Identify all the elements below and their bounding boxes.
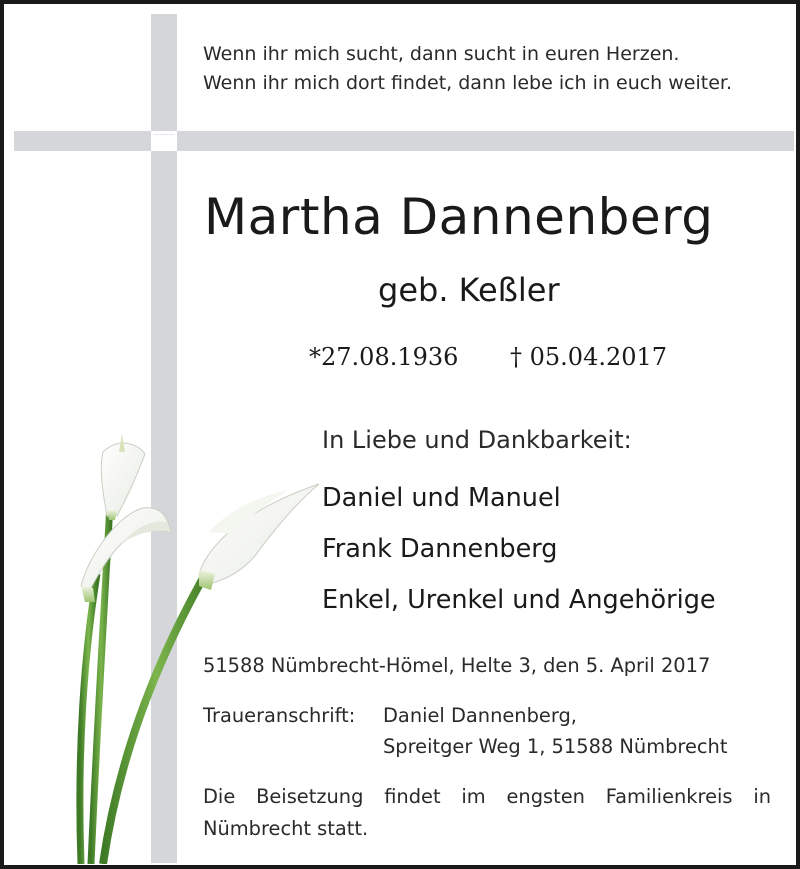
address-label: Traueranschrift: — [203, 704, 356, 727]
mourners-intro: In Liebe und Dankbarkeit: — [322, 426, 632, 454]
address-line-1: Daniel Dannenberg, — [383, 704, 577, 727]
place-and-date: 51588 Nümbrecht-Hömel, Helte 3, den 5. April 2017 — [203, 654, 711, 677]
mourner-name: Daniel und Manuel — [322, 483, 561, 513]
life-dates — [309, 343, 668, 371]
burial-notice-line-2: Nümbrecht statt. — [203, 817, 369, 840]
birth-date: *27.08.1936 — [309, 343, 459, 371]
motto-line-2: Wenn ihr mich dort findet, dann lebe ich in euch weiter. — [203, 72, 733, 94]
deceased-name: Martha Dannenberg — [204, 188, 714, 246]
cross-center — [151, 131, 177, 151]
death-date: † 05.04.2017 — [510, 343, 668, 371]
burial-notice-line-1: Die Beisetzung findet im engsten Familienkreis in — [203, 785, 771, 808]
birth-name: geb. Keßler — [378, 271, 560, 309]
burial-notice — [203, 781, 771, 845]
motto-line-1: Wenn ihr mich sucht, dann sucht in euren Herzen. — [203, 43, 680, 65]
mourner-name: Enkel, Urenkel und Angehörige — [322, 585, 716, 615]
mourner-name: Frank Dannenberg — [322, 534, 558, 564]
motto — [203, 40, 732, 98]
cross-crossbar — [14, 131, 794, 151]
address-line-2: Spreitger Weg 1, 51588 Nümbrecht — [383, 735, 728, 758]
